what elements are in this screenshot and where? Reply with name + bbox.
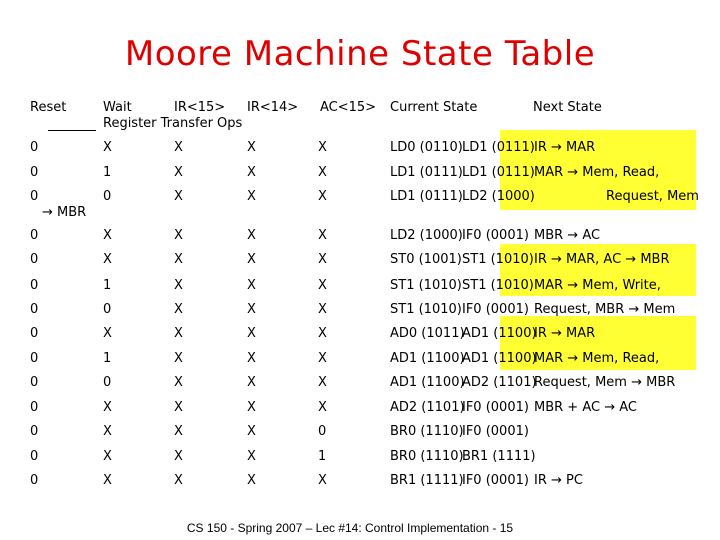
cell-ops: MAR → Mem, Write,: [534, 278, 661, 293]
cell-reset: 0: [30, 252, 39, 267]
cell-ac15: X: [318, 252, 327, 267]
cell-current: ST1 (1010): [390, 302, 462, 317]
cell-ac15: X: [318, 189, 327, 204]
header-wait: Wait: [103, 100, 132, 115]
cell-ir15: X: [174, 140, 183, 155]
cell-reset: 0: [30, 424, 39, 439]
cell-ir14: X: [247, 189, 256, 204]
cell-ac15: X: [318, 302, 327, 317]
cell-reset: 0: [30, 449, 39, 464]
cell-wait: X: [103, 228, 112, 243]
cell-ir14: X: [247, 326, 256, 341]
cell-ops: IR → PC: [534, 473, 583, 488]
cell-ops: Request, Mem → MBR: [534, 375, 676, 390]
header-ac15: AC<15>: [320, 100, 377, 115]
cell-ir15: X: [174, 449, 183, 464]
cell-ops: MAR → Mem, Read,: [534, 351, 660, 366]
cell-ops: Request, Mem: [606, 189, 699, 204]
cell-ir14: X: [247, 351, 256, 366]
cell-reset: 0: [30, 228, 39, 243]
cell-wait: X: [103, 140, 112, 155]
header-reset: Reset: [30, 100, 67, 115]
cell-wait: X: [103, 424, 112, 439]
cell-reset: 0: [30, 375, 39, 390]
cell-ir15: X: [174, 302, 183, 317]
cell-ir15: X: [174, 326, 183, 341]
cell-ir15: X: [174, 375, 183, 390]
cell-next: IF0 (0001): [462, 400, 529, 415]
cell-ir14: X: [247, 140, 256, 155]
cell-next: AD1 (1100): [462, 326, 537, 341]
cell-ir14: X: [247, 473, 256, 488]
cell-ac15: X: [318, 278, 327, 293]
cell-wait: X: [103, 473, 112, 488]
cell-current: LD2 (1000): [390, 228, 463, 243]
cell-wait: X: [103, 252, 112, 267]
cell-ir14: X: [247, 449, 256, 464]
cell-next: AD2 (1101): [462, 375, 537, 390]
cell-next: LD1 (0111): [462, 165, 535, 180]
cell-current: LD1 (0111): [390, 189, 463, 204]
cell-reset: 0: [30, 278, 39, 293]
cell-ac15: X: [318, 165, 327, 180]
cell-ac15: X: [318, 375, 327, 390]
cell-ir15: X: [174, 400, 183, 415]
header-ir14: IR<14>: [247, 100, 299, 115]
cell-current: ST0 (1001): [390, 252, 462, 267]
cell-wait: 0: [103, 302, 112, 317]
cell-next: IF0 (0001): [462, 424, 529, 439]
cell-ir15: X: [174, 473, 183, 488]
cell-ir15: X: [174, 424, 183, 439]
slide-title: Moore Machine State Table: [124, 34, 596, 74]
cell-ir14: X: [247, 400, 256, 415]
cell-current: BR1 (1111): [390, 473, 464, 488]
cell-next: IF0 (0001): [462, 228, 529, 243]
cell-reset: 0: [30, 326, 39, 341]
header-ir15: IR<15>: [174, 100, 226, 115]
cell-ir15: X: [174, 351, 183, 366]
cell-wait: 0: [103, 189, 112, 204]
cell-reset: 0: [30, 302, 39, 317]
cell-next: ST1 (1010): [462, 252, 534, 267]
cell-wait: 1: [103, 351, 112, 366]
cell-ac15: X: [318, 351, 327, 366]
cell-ac15: X: [318, 400, 327, 415]
cell-current: LD1 (0111): [390, 165, 463, 180]
cell-ops: IR → MAR: [534, 140, 596, 155]
cell-wait: X: [103, 449, 112, 464]
cell-reset: 0: [30, 400, 39, 415]
cell-next: IF0 (0001): [462, 302, 529, 317]
cell-next: LD1 (0111): [462, 140, 535, 155]
cell-ac15: X: [318, 228, 327, 243]
cell-ir14: X: [247, 165, 256, 180]
header-current-state: Current State: [390, 100, 478, 115]
cell-current: AD0 (1011): [390, 326, 465, 341]
cell-ir14: X: [247, 252, 256, 267]
cell-ir14: X: [247, 228, 256, 243]
cell-ac15: X: [318, 140, 327, 155]
header-next-state: Next State: [533, 100, 602, 115]
cell-reset: 0: [30, 189, 39, 204]
cell-ir14: X: [247, 278, 256, 293]
cell-ac15: X: [318, 326, 327, 341]
cell-ops: IR → MAR: [534, 326, 596, 341]
cell-current: AD2 (1101): [390, 400, 465, 415]
cell-current: ST1 (1010): [390, 278, 462, 293]
cell-reset: 0: [30, 351, 39, 366]
cell-reset: 0: [30, 473, 39, 488]
cell-current: AD1 (1100): [390, 351, 465, 366]
cell-ir15: X: [174, 228, 183, 243]
cell-ac15: 0: [318, 424, 327, 439]
cell-current: LD0 (0110): [390, 140, 463, 155]
cell-next: ST1 (1010): [462, 278, 534, 293]
cell-next: AD1 (1100): [462, 351, 537, 366]
cell-ops: MAR → Mem, Read,: [534, 165, 660, 180]
cell-next: BR1 (1111): [462, 449, 536, 464]
cell-reset: 0: [30, 165, 39, 180]
cell-current: AD1 (1100): [390, 375, 465, 390]
cell-ir15: X: [174, 278, 183, 293]
footer: CS 150 - Spring 2007 – Lec #14: Control Implementation - 15: [186, 521, 514, 535]
cell-ac15: X: [318, 473, 327, 488]
cell-current: BR0 (1110): [390, 449, 464, 464]
cell-ops: MBR + AC → AC: [534, 400, 637, 415]
cell-ir15: X: [174, 252, 183, 267]
cell-ir15: X: [174, 189, 183, 204]
cell-reset: 0: [30, 140, 39, 155]
cell-ac15: 1: [318, 449, 327, 464]
cell-ir14: X: [247, 375, 256, 390]
cell-current: BR0 (1110): [390, 424, 464, 439]
cell-wait: 0: [103, 375, 112, 390]
cell-wait: X: [103, 400, 112, 415]
cell-wait: 1: [103, 165, 112, 180]
cell-ir14: X: [247, 302, 256, 317]
cell-ops-continuation: → MBR: [42, 205, 87, 220]
cell-ir15: X: [174, 165, 183, 180]
cell-ops: IR → MAR, AC → MBR: [534, 252, 670, 267]
cell-wait: 1: [103, 278, 112, 293]
cell-ir14: X: [247, 424, 256, 439]
cell-ops: Request, MBR → Mem: [534, 302, 676, 317]
cell-next: LD2 (1000): [462, 189, 535, 204]
header-register-transfer-ops: Register Transfer Ops: [103, 116, 243, 131]
cell-next: IF0 (0001): [462, 473, 529, 488]
cell-wait: X: [103, 326, 112, 341]
header-underline: [48, 130, 96, 131]
cell-ops: MBR → AC: [534, 228, 601, 243]
